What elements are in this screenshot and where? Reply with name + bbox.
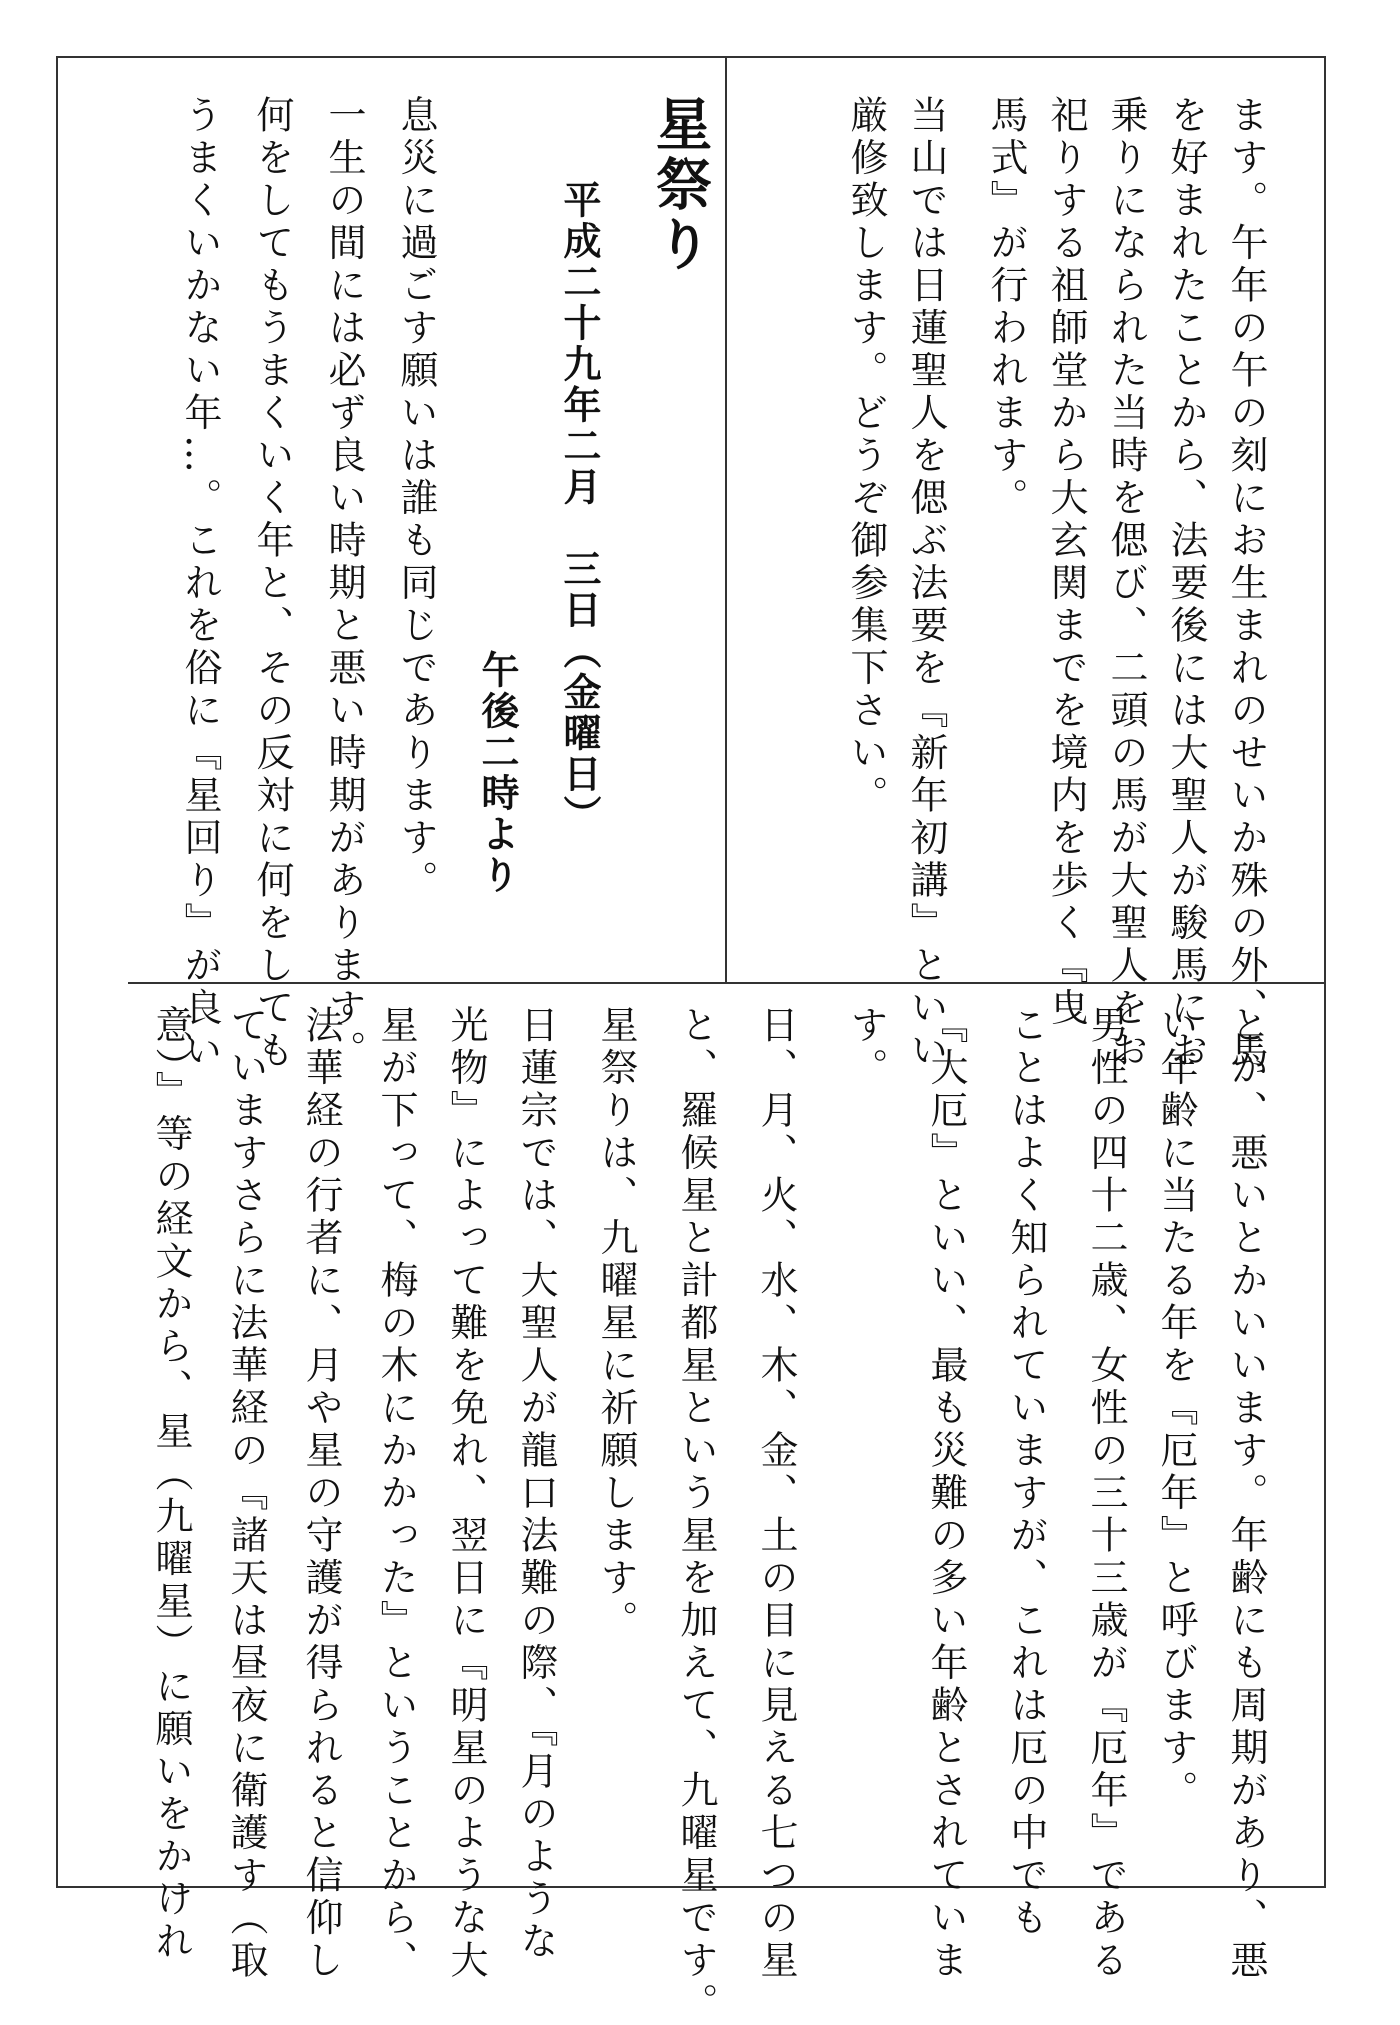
text-column: ことはよく知られていますが、これは厄の中でも xyxy=(1004,1005,1048,1940)
text-column: 星祭りは、九曜星に祈願します。 xyxy=(594,1005,638,1643)
text-column: 祀りする祖師堂から大玄関までを境内を歩く『曳 xyxy=(1044,95,1088,1030)
text-column: 馬式』が行われます。 xyxy=(984,95,1028,520)
text-column: 息災に過ごす願いは誰も同じであります。 xyxy=(394,95,438,903)
text-column: を好まれたことから、法要後には大聖人が駿馬にお xyxy=(1164,95,1208,1073)
text-column: す。 xyxy=(844,1005,888,1090)
text-column: 一生の間には必ず良い時期と悪い時期があります。 xyxy=(322,95,366,1073)
text-column: 日蓮宗では、大聖人が龍口法難の際、『月のような xyxy=(514,1005,558,1964)
text-column: 日、月、火、水、木、金、土の目に見える七つの星 xyxy=(754,1005,798,1983)
text-column: とか、悪いとかいいます。年齢にも周期があり、悪 xyxy=(1224,1005,1268,1983)
text-column: 当山では日蓮聖人を偲ぶ法要を『新年初講』といい xyxy=(904,95,948,1073)
event-title: 星祭り xyxy=(647,95,713,275)
event-date: 平成二十九年二月 三日（金曜日） xyxy=(557,180,602,836)
text-column: と、羅候星と計都星という星を加えて、九曜星です。 xyxy=(674,1005,718,2025)
text-column: 何をしてもうまくいく年と、その反対に何をしても xyxy=(250,95,294,1073)
text-column: 乗りになられた当時を偲び、二頭の馬が大聖人をお xyxy=(1104,95,1148,1073)
event-time: 午後二時より xyxy=(475,650,520,896)
text-column: ます。午年の午の刻にお生まれのせいか殊の外、馬 xyxy=(1224,95,1268,1073)
text-column: 法華経の行者に、月や星の守護が得られると信仰し xyxy=(299,1005,343,1983)
text-column: 男性の四十二歳、女性の三十三歳が『厄年』である xyxy=(1084,1005,1128,1983)
text-column: 星が下って、梅の木にかかった』ということから、 xyxy=(374,1005,418,1983)
text-column: い年齢に当たる年を『厄年』と呼びます。 xyxy=(1154,1005,1198,1813)
text-column: 『大厄』といい、最も災難の多い年齢とされていま xyxy=(924,1005,968,1983)
vertical-divider xyxy=(725,56,727,982)
text-column: うまくいかない年…。これを俗に『星回り』が良い xyxy=(178,95,222,1073)
text-column: 厳修致します。どうぞ御参集下さい。 xyxy=(844,95,888,818)
text-column: 光物』によって難を免れ、翌日に『明星のような大 xyxy=(444,1005,488,1983)
text-column: 意）』等の経文から、星（九曜星）に願いをかけれ xyxy=(149,1005,193,1964)
text-column: ていますさらに法華経の『諸天は昼夜に衛護す（取 xyxy=(224,1005,268,1983)
